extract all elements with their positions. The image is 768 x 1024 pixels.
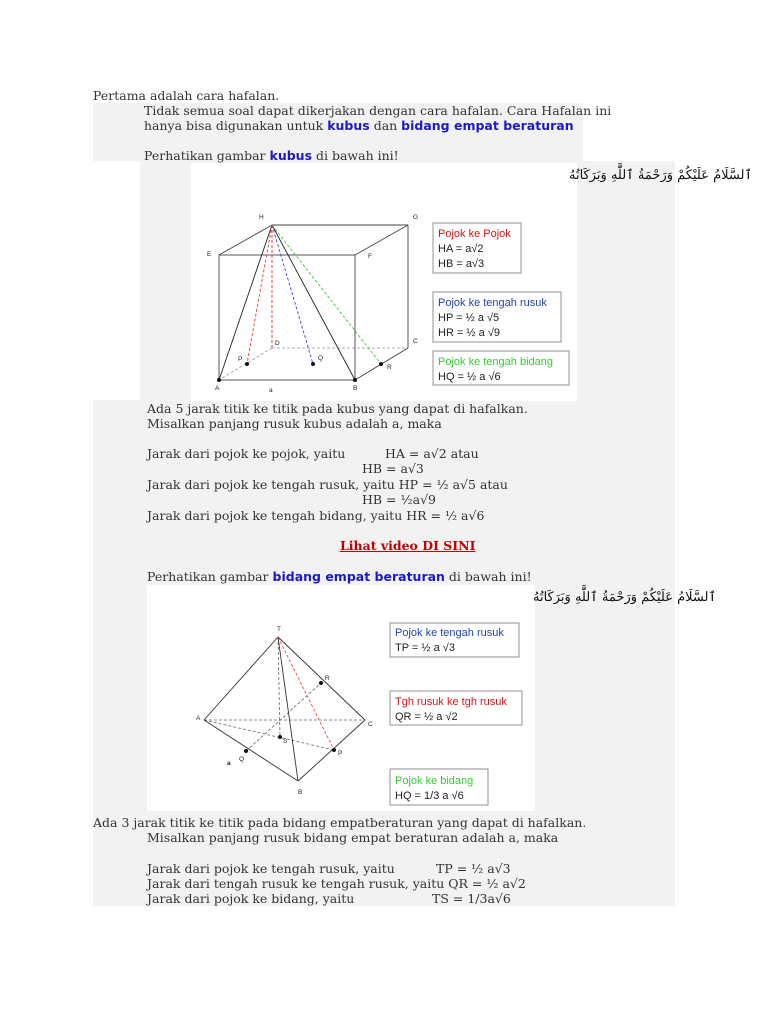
tetra-box-edge-edge <box>390 691 522 725</box>
cube-box-edge <box>433 292 561 342</box>
cube-text-l3a: Jarak dari pojok ke pojok, yaitu <box>147 446 346 461</box>
tetra-label-t: T <box>277 626 281 633</box>
tetra-label-edge-a: a <box>227 760 231 767</box>
cube-label-r: R <box>387 364 392 371</box>
cube-box2-l2: HR = ½ a √9 <box>438 327 500 339</box>
cube-label-f: F <box>368 253 372 260</box>
cube-text-l4: HB = a√3 <box>362 461 424 476</box>
cube-label-a: A <box>215 385 220 392</box>
tetra-figure <box>147 585 717 811</box>
cube-box-face <box>433 351 569 385</box>
cube-box3-title: Pojok ke tengah bidang <box>438 356 553 368</box>
tetra-greeting: ٱلسَّلَامُ عَلَيْكُمْ وَرَحْمَةُ ٱللَّٰهِ وَبَرَكَاتُهُ <box>533 590 717 605</box>
para1-line2 <box>144 118 574 133</box>
tetra-caption-post: di bawah ini! <box>444 569 532 584</box>
tetra-text-l1: Ada 3 jarak titik ke titik pada bidang empatberaturan yang dapat di hafalkan. <box>93 815 587 830</box>
cube-text-l5: Jarak dari pojok ke tengah rusuk, yaitu HP = ½ a√5 atau <box>147 477 508 492</box>
cube-greeting: ٱلسَّلَامُ عَلَيْكُمْ وَرَحْمَةُ ٱللَّٰهِ وَبَرَكَاتُهُ <box>569 168 753 183</box>
tetra-label-q: Q <box>239 756 245 763</box>
bg-panel-left <box>93 400 143 906</box>
tetra-label-r: R <box>325 675 330 682</box>
cube-label-edge-a: a <box>269 387 273 394</box>
cube-text-l1: Ada 5 jarak titik ke titik pada kubus yang dapat di hafalkan. <box>147 401 528 416</box>
cube-text-l2: Misalkan panjang rusuk kubus adalah a, maka <box>147 416 442 431</box>
cube-caption-post: di bawah ini! <box>312 148 399 163</box>
cube-text-l7: Jarak dari pojok ke tengah bidang, yaitu HR = ½ a√6 <box>147 508 485 523</box>
cube-text-l6: HB = ½a√9 <box>362 492 436 507</box>
tetra-label-s: S <box>283 738 288 745</box>
cube-label-q: Q <box>318 355 324 362</box>
cube-caption <box>144 148 399 163</box>
tetra-box1-title: Pojok ke tengah rusuk <box>395 627 504 639</box>
tetra-caption <box>147 569 532 584</box>
tetra-text-l2: Misalkan panjang rusuk bidang empat beraturan adalah a, maka <box>147 830 559 845</box>
tetra-box-edge <box>390 623 519 657</box>
cube-box2-title: Pojok ke tengah rusuk <box>438 297 547 309</box>
cube-box2-l1: HP = ½ a √5 <box>438 312 500 324</box>
intro-text: Pertama adalah cara hafalan. <box>93 88 280 103</box>
cube-label-e: E <box>207 251 212 258</box>
cube-caption-pre: Perhatikan gambar <box>144 148 270 163</box>
cube-box3-l1: HQ = ½ a √6 <box>438 371 501 383</box>
tetra-box2-l1: QR = ½ a √2 <box>395 711 458 723</box>
video-link[interactable]: Lihat video DI SINI <box>340 538 476 553</box>
cube-label-h: H <box>259 214 264 221</box>
cube-box1-l2: HB = a√3 <box>438 258 485 270</box>
kubus-keyword: kubus <box>327 118 370 133</box>
para1-line2-text: hanya bisa digunakan untuk <box>144 118 328 133</box>
tetra-label-p: P <box>338 750 343 757</box>
tetra-label-c: C <box>368 721 373 728</box>
tetra-box3-title: Pojok ke bidang <box>395 775 474 787</box>
cube-label-b: B <box>353 385 358 392</box>
tetra-caption-pre: Perhatikan gambar <box>147 569 273 584</box>
tetra-box1-l1: TP = ½ a √3 <box>395 642 455 654</box>
cube-box1-l1: HA = a√2 <box>438 243 484 255</box>
tetra-text-l3a: Jarak dari pojok ke tengah rusuk, yaitu <box>147 861 395 876</box>
cube-label-p: P <box>238 356 243 363</box>
tetra-caption-bidang: bidang empat beraturan <box>272 569 445 584</box>
tetra-text-l3b: TP = ½ a√3 <box>436 861 511 876</box>
tetra-text-l5b: TS = 1/3a√6 <box>432 891 511 906</box>
para1-dan: dan <box>369 118 402 133</box>
cube-label-g: G <box>413 214 419 221</box>
tetra-label-b: B <box>298 789 303 796</box>
cube-figure <box>191 163 753 401</box>
tetra-text-l4: Jarak dari tengah rusuk ke tengah rusuk, yaitu QR = ½ a√2 <box>147 876 526 891</box>
bidang-keyword: bidang empat beraturan <box>401 118 574 133</box>
cube-label-d: D <box>275 340 280 347</box>
cube-caption-kubus: kubus <box>269 148 313 163</box>
cube-box1-title: Pojok ke Pojok <box>438 228 511 240</box>
cube-label-c: C <box>413 338 418 345</box>
tetra-text-l5a: Jarak dari pojok ke bidang, yaitu <box>147 891 355 906</box>
tetra-label-a: A <box>196 715 201 722</box>
cube-text-l3b: HA = a√2 atau <box>385 446 479 461</box>
tetra-box2-title: Tgh rusuk ke tgh rusuk <box>395 696 507 708</box>
para1-line1: Tidak semua soal dapat dikerjakan dengan cara hafalan. Cara Hafalan ini <box>144 103 612 118</box>
tetra-box3-l1: HQ = 1/3 a √6 <box>395 790 464 802</box>
cube-box-corner <box>433 223 521 273</box>
tetra-box-face <box>390 769 488 805</box>
